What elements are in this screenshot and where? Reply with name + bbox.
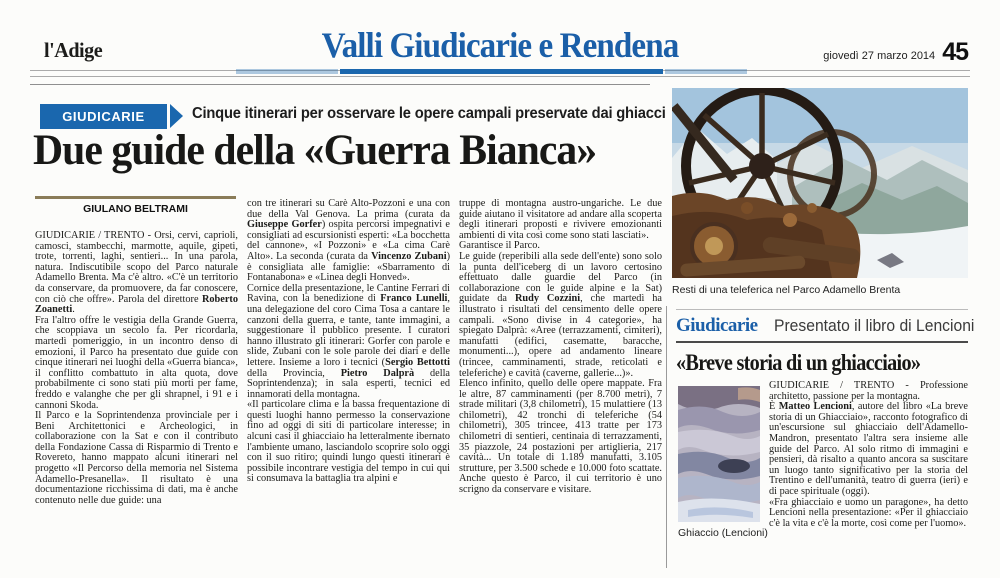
paragraph [35, 411, 238, 506]
header-rule-accent-fade-left [236, 69, 338, 74]
text-run: Pietro Dalprà [340, 367, 415, 379]
text-run: Sergio Bettotti [385, 356, 450, 368]
text-run: È [769, 401, 779, 413]
header-rule-accent [340, 69, 663, 74]
paragraph [35, 316, 238, 411]
paragraph [459, 379, 662, 496]
secondary-section-kicker: Presentato il libro di Lencioni [773, 316, 974, 335]
text-run: GIUDICARIE / TRENTO - Professione architetto, passione per la montagna. [769, 380, 968, 402]
text-run: , una delegazione del coro Cima Tosa a cantare le canzoni della guerra, e tante, tante immagini, a suggestionare il pubblico presente. I curatori hanno illustrato gli itinerari: Gorfer con parole e slide, Zubani con le sole parole dei diari e delle lettere. Insieme a loro i tecnici ( [247, 293, 450, 368]
text-run: ) è consigliata alle famiglie: «Sbarramento di Fontanabona» e «Linea degli Honved». [247, 250, 450, 284]
secondary-section-header [676, 313, 974, 339]
article-byline: GIULANO BELTRAMI [83, 203, 188, 215]
text-run: Rudy Cozzini [514, 293, 581, 305]
text-run: GIUDICARIE / TRENTO - Orsi, cervi, caprioli, camosci, stambecchi, marmotte, aquile, gipeti, trote, torrenti, laghi, sentieri... In una parola, natura. Indiscutibile scopo del Parco naturale Adamello Brenta. Ma c'è altro. «C'è un territorio da conservare, da promuovere, da far conoscere, con ciò che offre». Parola del direttore [35, 230, 238, 305]
article-kicker: Cinque itinerari per osservare le opere campali preservate dai ghiacci [192, 105, 666, 122]
text-run: , autore del libro «La breve storia di un Ghiacciaio», racconto fotografico di un'escursione sul ghiacciaio dell'Adamello-Mandron, presentato l'altra sera insieme alle guide del Parco. Al solo ritmo di immagini e pensieri, dà risalto a quanto ancora sa suscitare un luogo tanto significativo per la storia del Trentino e dell'umanità, teatro di guerra (ieri) e di pace spirituale (oggi). [769, 401, 968, 497]
secondary-rule-top [676, 309, 968, 310]
text-run: Garantisce il Parco. [459, 240, 540, 252]
text-run: Giuseppe Gorfer [247, 219, 322, 231]
text-run: Le guide (reperibili alla sede dell'ente) sono solo la punta dell'iceberg di un lavoro certosino effettuato dalle guardie del Parco (in collaborazione con le guide alpine e la Sat) guidate da [459, 250, 662, 305]
text-run: Il Parco e la Soprintendenza provinciale per i Beni Architettonici e Archeologici, in collaborazione con la Sat e con il contributo della Fondazione Cassa di Risparmio di Trento e Rovereto, hanno mappato alcuni itinerari nel progetto «Il Percorso della memoria nel Sistema Adamello-Presanella». Il risultato è una documentazione ricchissima di dati, ma è anche contenuto nelle due guide: una [35, 410, 238, 506]
column-divider [666, 306, 667, 568]
badge-arrow-icon [170, 104, 183, 128]
text-run: truppe di montagna austro-ungariche. Le due guide aiutano il visitatore ad andare alla scoperta degli itinerari proposti e rivivere emozionanti ambienti di vita così come sono stati lasciati». [459, 198, 662, 241]
article-top-rule [30, 84, 650, 85]
text-run: della Soprintendenza); in sala esperti, tecnici ed innamorati della montagna. [247, 367, 451, 400]
article-headline: Due guide della «Guerra Bianca» [33, 127, 597, 174]
newspaper-brand: l'Adige [44, 38, 103, 62]
dateline [823, 40, 968, 65]
secondary-headline: «Breve storia di un ghiacciaio» [676, 350, 921, 375]
text-run: Matteo Lencioni [778, 401, 852, 413]
paragraph [247, 199, 450, 284]
photo-caption: Resti di una teleferica nel Parco Adamello Brenta [672, 284, 901, 296]
teleferica-photo-image [672, 88, 968, 278]
text-run: . [72, 304, 75, 316]
article-column-1 [35, 231, 238, 506]
paragraph [769, 402, 968, 497]
text-run: con tre itinerari su Carè Alto-Pozzoni e una con due della Val Genova. La prima (curata da [247, 198, 450, 220]
page-number: 45 [942, 38, 968, 66]
paragraph [769, 381, 968, 402]
byline-rule [35, 196, 236, 199]
secondary-article-body [769, 381, 968, 529]
glacier-photo [678, 386, 760, 522]
date-label: giovedì 27 marzo 2014 [823, 50, 936, 62]
glacier-photo-image [678, 386, 760, 522]
text-run: «Il particolare clima e la bassa frequentazione di questi luoghi hanno permesso la conservazione fino ad oggi di siti di particolare interesse; in alcuni casi il ghiacciaio ha letteralmente ibernato l'ambiente umano, lasciandolo scoprire solo oggi con il suo ritiro; quindi lungo questi itinerari è possibile incontrare vestigia del tempo in cui qui si consumava la battaglia tra alpini e [247, 399, 450, 485]
text-run: Cornice della presentazione, le Cantine Ferrari di Ravina, con la benedizione di [247, 282, 450, 305]
section-badge: GIUDICARIE [40, 104, 167, 129]
secondary-section-label: Giudicarie [676, 315, 758, 336]
paragraph [769, 498, 968, 530]
article-column-3 [459, 199, 662, 496]
text-run: Roberto Zoanetti [35, 293, 238, 316]
text-run: ) ospita percorsi impegnativi e consigliati ad escursionisti esperti: «La bocchetta del cannone», «I Pozzoni» e «La cima Carè Alto». La seconda (curata da [247, 219, 450, 262]
header-rule-bottom [30, 76, 970, 77]
text-run: «Fra ghiacciaio e uomo un paragone», ha detto Lencioni nella presentazione: «Per il ghiacciaio c'è la vita e c'è la morte, così come per l'uomo». [769, 496, 968, 529]
section-title: Valli Giudicarie e Rendena [321, 25, 679, 65]
paragraph [247, 400, 450, 485]
secondary-rule-bottom [676, 341, 968, 343]
text-run: Franco Lunelli [380, 293, 448, 305]
text-run: Vincenzo Zubani [371, 250, 447, 262]
teleferica-photo [672, 88, 968, 278]
paragraph [35, 231, 238, 316]
paragraph [459, 252, 662, 379]
paragraph [459, 199, 662, 241]
article-column-2 [247, 199, 450, 485]
text-run: , che martedì ha illustrato i risultati del censimento delle opere campali. «Sono divise in 4 categorie», ha spiegato Dalprà: «Aree (terrazzamenti, cimiteri), manufatti (edifici, casematte, baracche, monumenti...), opere ad andamento lineare (trincee, camminamenti, strade, reticolati e teleferiche) e cavità (caverne, gallerie...)». [459, 293, 662, 379]
header-rule-accent-fade-right [665, 69, 747, 74]
text-run: della Provincia, [247, 367, 341, 379]
glacier-photo-caption: Ghiaccio (Lencioni) [678, 527, 768, 539]
text-run: Elenco infinito, quello delle opere mappate. Fra le altre, 87 camminamenti (per 8.700 metri), 7 strade militari (3,8 chilometri), 15 mulattiere (13 chilometri), 42 tronchi di teleferiche (54 chilometri), 305 trincee, 413 tratte per 173 chilometri di sentieri, centinaia di terrazzamenti, 35 piazzole, 24 postazioni per artiglieria, 217 cavità... Un totale di 1.189 manufatti, 3.105 strutture, per 3.500 schede e 10.000 foto scattate. Anche questo è Parco, il cui territorio è uno scrigno da conservare e visitare. [459, 378, 662, 496]
text-run: Fra l'altro offre le vestigia della Grande Guerra, che scoppiava un secolo fa. Per ricordarla, martedì pomeriggio, in un incontro denso di emozioni, il Parco ha presentato due guide con cinque itinerari nei luoghi della «Guerra bianca», il conflitto combattuto in alta quota, dove probabilmente ci sono stati più morti per fame, freddo e valanghe che per gli shrapnel, i 91 e i cannoni Skoda. [35, 314, 238, 411]
paragraph [247, 284, 450, 401]
